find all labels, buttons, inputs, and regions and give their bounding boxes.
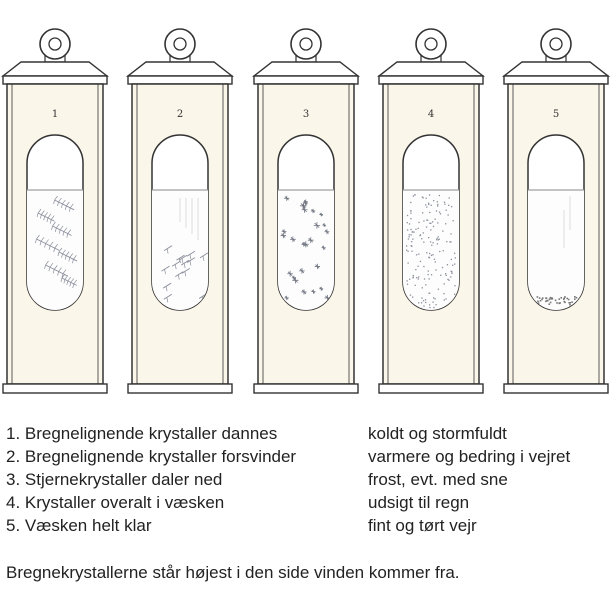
liquid xyxy=(403,190,459,310)
crystal-speck xyxy=(430,241,431,242)
legend-row-3 xyxy=(6,468,606,491)
crystal-speck xyxy=(433,307,434,308)
crystal-speck xyxy=(434,219,435,220)
crystal-speck xyxy=(447,264,448,265)
crystal-speck xyxy=(451,273,452,274)
glass-number: 3 xyxy=(302,109,310,120)
sediment xyxy=(569,302,571,304)
legend-description-4: 4. Krystaller overalt i væsken xyxy=(6,493,225,512)
crystal-speck xyxy=(426,198,427,199)
crystal-speck xyxy=(438,289,439,290)
top-cap-rim xyxy=(3,76,107,84)
crystal-speck xyxy=(413,277,414,278)
liquid-fill xyxy=(403,190,459,310)
crystal-speck xyxy=(437,205,438,206)
crystal-speck xyxy=(422,212,423,213)
sediment xyxy=(571,301,573,303)
crystal-speck xyxy=(427,220,428,221)
liquid-fill xyxy=(528,190,584,310)
legend-description-5: 5. Væsken helt klar xyxy=(6,516,152,535)
crystal-speck xyxy=(426,226,427,227)
base-rim xyxy=(504,384,608,393)
crystal-speck xyxy=(435,298,436,299)
top-cap-rim xyxy=(128,76,232,84)
crystal-speck xyxy=(435,261,436,262)
base-rim xyxy=(3,384,107,393)
glass-number: 4 xyxy=(427,109,435,120)
crystal-speck xyxy=(454,294,455,295)
crystal-speck xyxy=(421,297,422,298)
crystal-speck xyxy=(407,284,408,285)
sediment xyxy=(542,297,544,299)
liquid-fill xyxy=(27,190,83,310)
hanger-hole xyxy=(300,38,312,50)
crystal-speck xyxy=(433,226,434,227)
legend-forecast-5: fint og tørt vejr xyxy=(368,516,477,535)
crystal-speck xyxy=(454,285,455,286)
liquid xyxy=(528,190,584,310)
crystal-speck xyxy=(451,206,452,207)
liquid xyxy=(278,190,334,310)
crystal-speck xyxy=(409,234,410,235)
crystal-speck xyxy=(410,234,411,235)
crystal-speck xyxy=(406,245,407,246)
crystal-speck xyxy=(444,204,445,205)
crystal-speck xyxy=(451,271,452,272)
sediment xyxy=(540,300,542,302)
crystal-speck xyxy=(437,238,438,239)
crystal-speck xyxy=(446,210,447,211)
crystal-speck xyxy=(423,305,424,306)
crystal-speck xyxy=(445,223,446,224)
crystal-speck xyxy=(407,215,408,216)
crystal-speck xyxy=(418,278,419,279)
sediment xyxy=(539,297,541,299)
crystal-speck xyxy=(443,250,444,251)
legend xyxy=(6,422,606,537)
crystal-speck xyxy=(426,252,427,253)
crystal-speck xyxy=(436,239,437,240)
crystal-speck xyxy=(410,202,411,203)
crystal-speck xyxy=(438,236,439,237)
top-cap-rim xyxy=(254,76,358,84)
legend-forecast-4: udsigt til regn xyxy=(368,493,470,512)
crystal-speck xyxy=(425,284,426,285)
sediment xyxy=(563,301,565,303)
crystal-speck xyxy=(454,263,455,264)
crystal-speck xyxy=(426,206,427,207)
sediment xyxy=(556,302,558,304)
crystal-speck xyxy=(429,212,430,213)
liquid xyxy=(27,190,83,310)
crystal-speck xyxy=(425,299,426,300)
crystal-speck xyxy=(415,269,416,270)
crystal-speck xyxy=(429,293,430,294)
crystal-speck xyxy=(409,279,410,280)
top-cap xyxy=(128,62,232,76)
crystal-speck xyxy=(429,223,430,224)
crystal-speck xyxy=(411,245,412,246)
crystal-speck xyxy=(440,275,441,276)
crystal-speck xyxy=(450,276,451,277)
crystal-speck xyxy=(421,302,422,303)
crystal-speck xyxy=(453,220,454,221)
base-rim xyxy=(379,384,483,393)
crystal-speck xyxy=(410,213,411,214)
crystal-speck xyxy=(440,213,441,214)
top-cap xyxy=(3,62,107,76)
crystal-speck xyxy=(446,241,447,242)
crystal-speck xyxy=(442,267,443,268)
crystal-speck xyxy=(418,222,419,223)
legend-description-3: 3. Stjernekrystaller daler ned xyxy=(6,470,223,489)
crystal-speck xyxy=(445,273,446,274)
crystal-speck xyxy=(415,229,416,230)
crystal-speck xyxy=(448,280,449,281)
crystal-speck xyxy=(407,262,408,263)
crystal-speck xyxy=(412,238,413,239)
glass-number: 1 xyxy=(51,109,59,120)
crystal-speck xyxy=(431,245,432,246)
crystal-speck xyxy=(446,275,447,276)
crystal-speck xyxy=(410,210,411,211)
crystal-speck xyxy=(422,287,423,288)
crystal-speck xyxy=(449,241,450,242)
hanger-hole xyxy=(550,38,562,50)
legend-forecast-2: varmere og bedring i vejret xyxy=(368,447,571,466)
crystal-speck xyxy=(410,229,411,230)
crystal-speck xyxy=(437,204,438,205)
crystal-speck xyxy=(423,220,424,221)
sediment xyxy=(560,297,562,299)
crystal-speck xyxy=(410,218,411,219)
sediment xyxy=(548,303,550,305)
sediment xyxy=(576,297,578,299)
crystal-speck xyxy=(449,197,450,198)
sediment xyxy=(558,303,560,305)
crystal-speck xyxy=(409,236,410,237)
crystal-speck xyxy=(431,205,432,206)
crystal-speck xyxy=(429,307,430,308)
crystal-speck xyxy=(429,304,430,305)
top-cap xyxy=(504,62,608,76)
base-rim xyxy=(128,384,232,393)
crystal-speck xyxy=(409,223,410,224)
hanger-hole xyxy=(425,38,437,50)
sediment xyxy=(555,300,557,302)
crystal-speck xyxy=(431,274,432,275)
crystal-speck xyxy=(418,302,419,303)
crystal-speck xyxy=(431,255,432,256)
crystal-speck xyxy=(428,203,429,204)
crystal-speck xyxy=(407,251,408,252)
top-cap-rim xyxy=(379,76,483,84)
hanger-hole xyxy=(49,38,61,50)
sediment xyxy=(558,298,560,300)
sediment xyxy=(574,296,576,298)
crystal-speck xyxy=(424,278,425,279)
crystal-speck xyxy=(428,257,429,258)
legend-row-4 xyxy=(6,491,606,514)
crystal-speck xyxy=(411,241,412,242)
crystal-speck xyxy=(407,229,408,230)
crystal-speck xyxy=(423,197,424,198)
sediment xyxy=(566,298,568,300)
crystal-speck xyxy=(433,297,434,298)
crystal-speck xyxy=(414,194,415,195)
crystal-speck xyxy=(420,234,421,235)
crystal-speck xyxy=(448,214,449,215)
crystal-speck xyxy=(423,242,424,243)
crystal-speck xyxy=(439,251,440,252)
top-cap xyxy=(379,62,483,76)
crystal-speck xyxy=(411,251,412,252)
crystal-speck xyxy=(418,253,419,254)
crystal-speck xyxy=(428,204,429,205)
storm-glass-1 xyxy=(3,29,107,393)
liquid xyxy=(152,190,208,310)
glass-number: 5 xyxy=(552,109,560,120)
crystal-speck xyxy=(412,231,413,232)
crystal-speck xyxy=(425,302,426,303)
crystal-speck xyxy=(423,232,424,233)
legend-row-2 xyxy=(6,445,606,468)
crystal-speck xyxy=(423,300,424,301)
crystal-speck xyxy=(444,299,445,300)
legend-forecast-3: frost, evt. med sne xyxy=(368,470,508,489)
crystal-speck xyxy=(432,302,433,303)
sediment xyxy=(547,300,549,302)
crystal-speck xyxy=(444,202,445,203)
sediment xyxy=(537,296,539,298)
sediment xyxy=(550,302,552,304)
sediment xyxy=(546,297,548,299)
crystal-speck xyxy=(416,277,417,278)
crystal-speck xyxy=(432,254,433,255)
crystal-speck xyxy=(450,233,451,234)
crystal-speck xyxy=(418,276,419,277)
crystal-speck xyxy=(442,230,443,231)
crystal-speck xyxy=(436,210,437,211)
crystal-speck xyxy=(406,280,407,281)
crystal-speck xyxy=(435,304,436,305)
hanger-hole xyxy=(174,38,186,50)
crystal-speck xyxy=(416,254,417,255)
legend-description-2: 2. Bregnelignende krystaller forsvinder xyxy=(6,447,297,466)
crystal-speck xyxy=(443,293,444,294)
sediment xyxy=(549,299,551,301)
crystal-speck xyxy=(445,298,446,299)
legend-row-5 xyxy=(6,514,606,537)
sediment xyxy=(563,297,565,299)
crystal-speck xyxy=(430,229,431,230)
crystal-speck xyxy=(437,201,438,202)
sediment xyxy=(574,298,576,300)
crystal-speck xyxy=(438,239,439,240)
crystal-speck xyxy=(410,294,411,295)
crystal-speck xyxy=(427,274,428,275)
crystal-speck xyxy=(415,285,416,286)
crystal-speck xyxy=(455,257,456,258)
crystal-speck xyxy=(421,238,422,239)
crystal-speck xyxy=(439,212,440,213)
crystal-speck xyxy=(435,269,436,270)
top-cap-rim xyxy=(504,76,608,84)
crystal-speck xyxy=(428,270,429,271)
sediment xyxy=(569,304,571,306)
glass-number: 2 xyxy=(176,109,184,120)
base-rim xyxy=(254,384,358,393)
crystal-speck xyxy=(406,250,407,251)
sediment xyxy=(550,297,552,299)
storm-glass-2 xyxy=(128,29,232,393)
crystal-speck xyxy=(454,253,455,254)
crystal-speck xyxy=(417,266,418,267)
crystal-speck xyxy=(428,237,429,238)
crystal-speck xyxy=(451,259,452,260)
crystal-speck xyxy=(432,221,433,222)
crystal-speck xyxy=(434,259,435,260)
legend-row-1 xyxy=(6,422,606,445)
crystal-speck xyxy=(413,232,414,233)
crystal-speck xyxy=(437,243,438,244)
crystal-speck xyxy=(429,278,430,279)
legend-description-1: 1. Bregnelignende krystaller dannes xyxy=(6,424,278,443)
crystal-speck xyxy=(413,195,414,196)
crystal-speck xyxy=(437,222,438,223)
sediment xyxy=(537,301,539,303)
legend-forecast-1: koldt og stormfuldt xyxy=(368,424,507,443)
crystal-speck xyxy=(452,265,453,266)
crystal-speck xyxy=(407,222,408,223)
storm-glass-5 xyxy=(504,29,608,393)
crystal-speck xyxy=(413,275,414,276)
crystal-speck xyxy=(425,204,426,205)
crystal-speck xyxy=(439,195,440,196)
storm-glass-3 xyxy=(254,29,358,393)
crystal-speck xyxy=(432,242,433,243)
crystal-speck xyxy=(447,279,448,280)
crystal-speck xyxy=(429,194,430,195)
storm-glass-4 xyxy=(379,29,483,393)
crystal-speck xyxy=(418,228,419,229)
crystal-speck xyxy=(444,283,445,284)
sediment xyxy=(568,299,570,301)
footnote: Bregnekrystallerne står højest i den side vinden kommer fra. xyxy=(6,563,460,582)
crystal-speck xyxy=(448,205,449,206)
crystal-speck xyxy=(408,238,409,239)
crystal-speck xyxy=(433,200,434,201)
top-cap xyxy=(254,62,358,76)
crystal-speck xyxy=(423,266,424,267)
crystal-speck xyxy=(412,296,413,297)
crystal-speck xyxy=(429,253,430,254)
crystal-speck xyxy=(420,261,421,262)
